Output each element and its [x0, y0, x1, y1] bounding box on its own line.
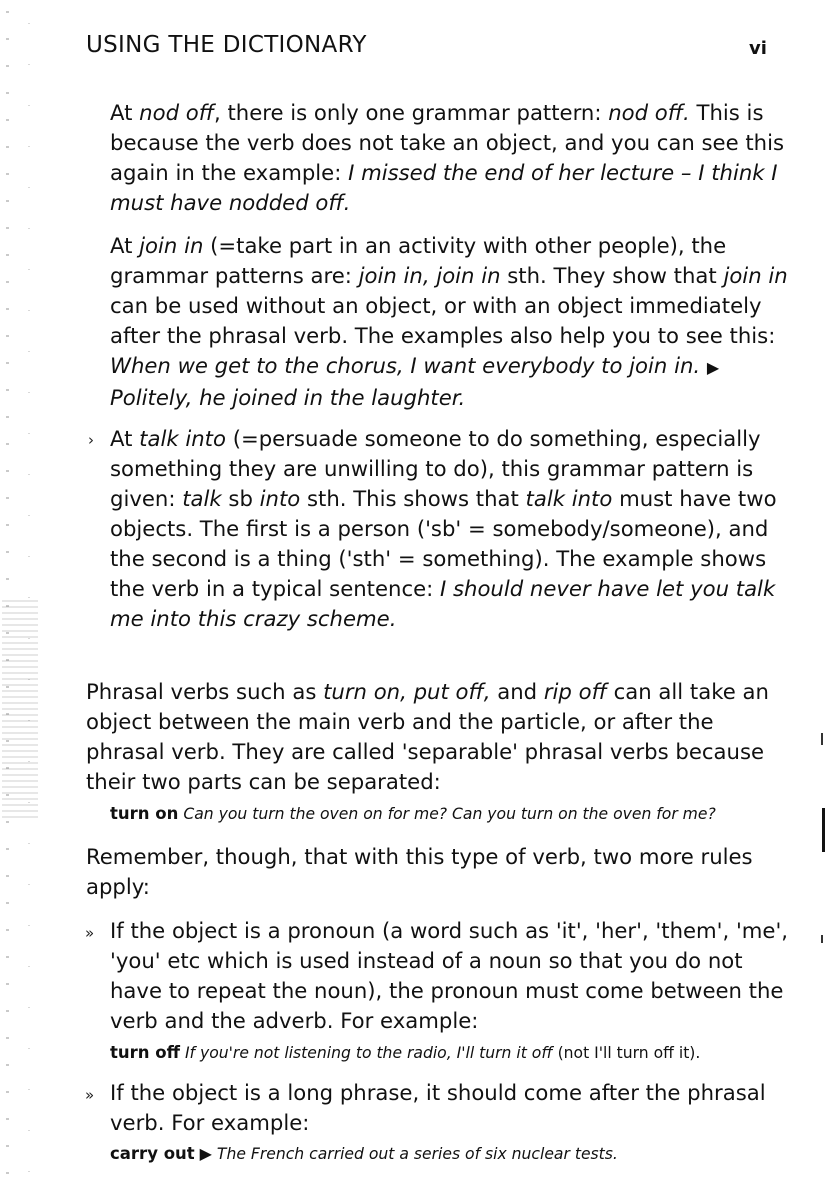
text-run: If the object is a long phrase, it should come after the phrasal verb. For example:: [110, 1080, 766, 1135]
italic-term: nod off: [139, 100, 215, 125]
example-note: (not I'll turn off it).: [557, 1044, 701, 1062]
text-run: sth. They show that: [500, 263, 724, 288]
paragraph-separable: [86, 677, 786, 797]
example-headword: carry out: [110, 1144, 195, 1163]
paragraph-join-in: [110, 231, 790, 413]
scan-right-tick: [821, 733, 823, 745]
example-turn-on: [110, 804, 790, 824]
example-sentence: Can you turn the oven on for me? Can you turn on the oven for me?: [183, 805, 716, 823]
example-headword: turn off: [110, 1043, 180, 1062]
bullet-icon: ›: [88, 431, 94, 449]
italic-term: join in: [723, 263, 788, 288]
italic-term: turn on, put off,: [323, 679, 491, 704]
text-run: sb: [221, 486, 260, 511]
italic-term: nod off.: [608, 100, 690, 125]
text-run: (=persuade someone to do something, especially something they are unwilling to do), this grammar pattern is given:: [110, 426, 761, 511]
text-run: Remember, though, that with this type of verb, two more rules apply:: [86, 844, 753, 899]
text-run: can be used without an object, or with an object immediately after the phrasal verb. The examples also help you to see this:: [110, 293, 776, 348]
italic-example: When we get to the chorus, I want everybody to join in.: [110, 353, 701, 378]
italic-term: rip off: [543, 679, 607, 704]
text-run: must have two objects. The first is a person ('sb' = somebody/someone), and the second is a thing ('sth' = something). The example shows the verb in a typical sentence:: [110, 486, 777, 601]
bullet-icon: »: [85, 924, 95, 942]
text-run: sth. This shows that: [300, 486, 526, 511]
example-separator-icon: ▶: [706, 358, 720, 377]
bullet-icon: »: [85, 1086, 95, 1104]
example-separator-icon: ▶: [199, 1144, 212, 1163]
example-turn-off: [110, 1043, 800, 1063]
scan-edge-noise: [0, 0, 40, 1177]
rule-long-phrase: [110, 1078, 790, 1138]
scan-blotch: [2, 600, 38, 820]
paragraph-talk-into: [110, 424, 790, 634]
example-sentence: If you're not listening to the radio, I'll turn it off: [184, 1044, 553, 1062]
page-number: vi: [749, 38, 767, 59]
text-run: If the object is a pronoun (a word such as 'it', 'her', 'them', 'me', 'you' etc which is used instead of a noun so that you do not have to repeat the noun), the pronoun must come between the verb and the adverb. For example:: [110, 918, 789, 1033]
italic-term: join in, join in: [358, 263, 501, 288]
italic-term: talk: [182, 486, 222, 511]
text-run: At: [110, 233, 140, 258]
text-run: At: [110, 426, 140, 451]
scan-right-mark: [822, 808, 825, 852]
text-run: At: [110, 100, 140, 125]
example-sentence: The French carried out a series of six nuclear tests.: [216, 1145, 618, 1163]
italic-term: talk into: [525, 486, 613, 511]
text-run: Phrasal verbs such as: [86, 679, 324, 704]
italic-example: I missed the end of her lecture – I think I must have nodded off.: [110, 160, 778, 215]
text-run: can all take an object between the main verb and the particle, or after the phrasal verb. They are called 'separable' phrasal verbs because their two parts can be separated:: [86, 679, 769, 794]
scan-right-tick: [821, 935, 823, 943]
italic-term: talk into: [139, 426, 226, 451]
example-carry-out: [110, 1144, 790, 1164]
paragraph-nod-off: [110, 98, 790, 218]
example-headword: turn on: [110, 804, 179, 823]
italic-example: I should never have let you talk me into this crazy scheme.: [110, 576, 776, 631]
italic-term: into: [259, 486, 301, 511]
text-run: , there is only one grammar pattern:: [214, 100, 609, 125]
italic-example: Politely, he joined in the laughter.: [110, 385, 466, 410]
rule-pronoun: [110, 916, 790, 1036]
running-head: USING THE DICTIONARY: [86, 32, 367, 58]
paragraph-remember: [86, 842, 786, 902]
text-run: (=take part in an activity with other people), the grammar patterns are:: [110, 233, 727, 288]
text-run: and: [490, 679, 544, 704]
italic-term: join in: [139, 233, 204, 258]
text-run: This is because the verb does not take an object, and you can see this again in the example:: [110, 100, 785, 185]
